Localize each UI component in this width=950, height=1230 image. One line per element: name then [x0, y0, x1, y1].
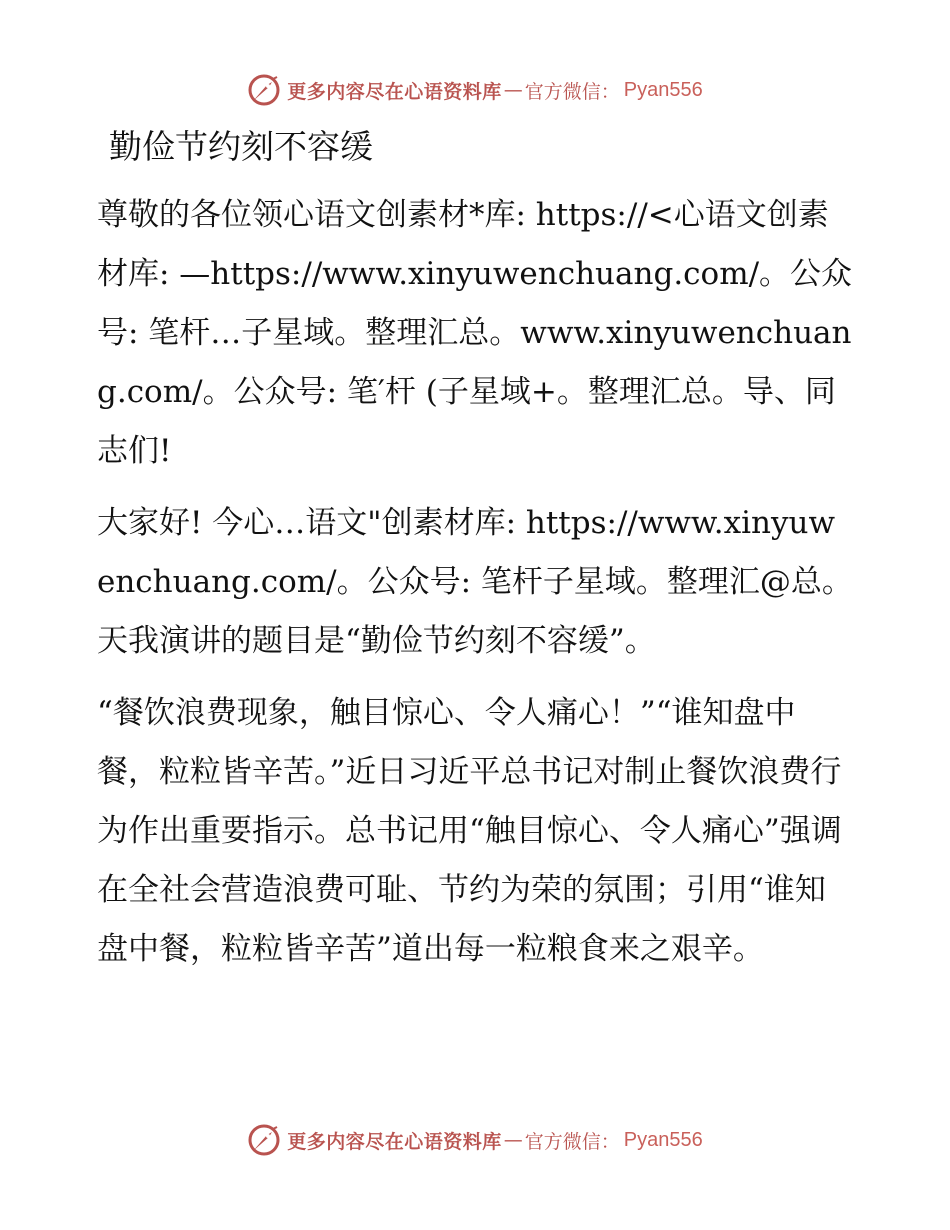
banner-dash: —: [503, 1129, 523, 1151]
banner-account: Pyan556: [623, 1128, 703, 1151]
banner-official-label: 官方微信：: [524, 1130, 620, 1153]
banner-official-label: 官方微信：: [524, 80, 620, 103]
banner-text: 更多内容尽在心语资料库: [287, 80, 502, 103]
header-banner: [0, 70, 950, 110]
document-body: [97, 122, 853, 992]
banner-account: Pyan556: [623, 78, 703, 101]
document-title: 勤俭节约刻不容缓: [109, 127, 373, 166]
paragraph-3: “餐饮浪费现象，触目惊心、令人痛心！”“谁知盘中餐，粒粒皆辛苦。”近日习近平总书记对制止餐饮浪费行为作出重要指示。总书记用“触目惊心、令人痛心”强调在全社会营造浪费可耻、节约为荣的氛围；引用“谁知盘中餐，粒粒皆辛苦”道出每一粒粮食来之艰辛。: [97, 695, 842, 967]
footer-banner: [0, 1120, 950, 1160]
banner-dash: —: [503, 79, 523, 101]
pen-nib-logo-icon: [247, 1123, 281, 1157]
paragraph-2: 大家好! 今心…语文"创素材库: https://www.xinyuwenchuang.com/。公众号: 笔杆子星域。整理汇@总。天我演讲的题目是“勤俭节约刻不容缓”。: [97, 505, 853, 659]
banner-text: 更多内容尽在心语资料库: [287, 1130, 502, 1153]
paragraph-1: 尊敬的各位领心语文创素材*库: https://<心语文创素材库: —https://www.xinyuwenchuang.com/。公众号: 笔杆…子星域。整理汇总。www.xinyuwenchuang.com/。公众号: 笔′杆 (子星域+。整理汇总。导、同志们!: [97, 197, 853, 469]
pen-nib-logo-icon: [247, 73, 281, 107]
